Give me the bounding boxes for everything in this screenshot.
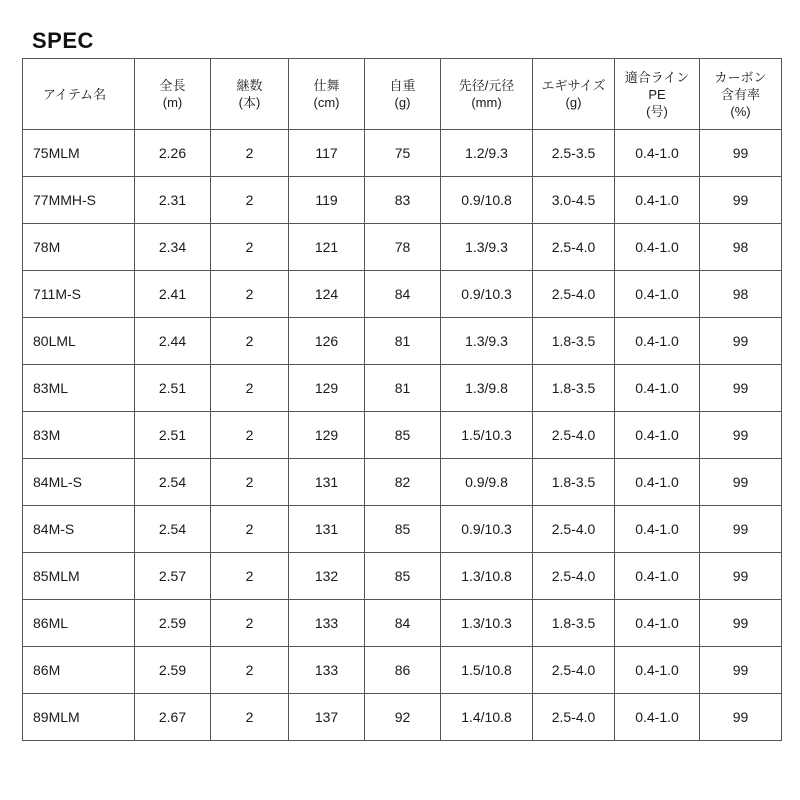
header-line: (本): [238, 95, 261, 110]
cell-closed-length: 124: [289, 271, 365, 318]
cell-pieces: 2: [211, 459, 289, 506]
cell-egi-size: 2.5-4.0: [533, 506, 615, 553]
cell-tip-butt-diameter: 1.3/9.8: [441, 365, 533, 412]
cell-carbon-content: 99: [700, 694, 782, 741]
cell-line-pe: 0.4-1.0: [615, 647, 700, 694]
cell-line-pe: 0.4-1.0: [615, 506, 700, 553]
table-row: [23, 412, 782, 459]
spec-table: [22, 58, 782, 741]
cell-carbon-content: 98: [700, 271, 782, 318]
header-weight: [365, 59, 441, 130]
cell-carbon-content: 99: [700, 318, 782, 365]
cell-item-name: 80LML: [23, 318, 135, 365]
cell-closed-length: 133: [289, 647, 365, 694]
header-line: 自重: [389, 78, 416, 93]
header-length: [135, 59, 211, 130]
cell-weight: 86: [365, 647, 441, 694]
cell-weight: 75: [365, 130, 441, 177]
table-row: [23, 318, 782, 365]
cell-pieces: 2: [211, 553, 289, 600]
table-row: [23, 600, 782, 647]
cell-pieces: 2: [211, 647, 289, 694]
cell-tip-butt-diameter: 1.3/9.3: [441, 318, 533, 365]
cell-carbon-content: 99: [700, 506, 782, 553]
table-row: [23, 553, 782, 600]
cell-carbon-content: 99: [700, 365, 782, 412]
cell-carbon-content: 98: [700, 224, 782, 271]
header-tip-butt-diameter: [441, 59, 533, 130]
header-closed-length: [289, 59, 365, 130]
cell-weight: 81: [365, 365, 441, 412]
cell-length: 2.26: [135, 130, 211, 177]
cell-item-name: 83M: [23, 412, 135, 459]
cell-pieces: 2: [211, 412, 289, 459]
cell-weight: 81: [365, 318, 441, 365]
cell-length: 2.44: [135, 318, 211, 365]
cell-pieces: 2: [211, 224, 289, 271]
header-egi-size: [533, 59, 615, 130]
cell-closed-length: 126: [289, 318, 365, 365]
header-line: 適合ライン: [624, 69, 690, 85]
cell-length: 2.51: [135, 412, 211, 459]
cell-tip-butt-diameter: 0.9/10.3: [441, 271, 533, 318]
header-carbon-content: [700, 59, 782, 130]
cell-egi-size: 3.0-4.5: [533, 177, 615, 224]
cell-pieces: 2: [211, 177, 289, 224]
cell-tip-butt-diameter: 1.3/10.3: [441, 600, 533, 647]
cell-carbon-content: 99: [700, 459, 782, 506]
header-line: 仕舞: [313, 78, 340, 93]
cell-length: 2.41: [135, 271, 211, 318]
cell-closed-length: 132: [289, 553, 365, 600]
cell-egi-size: 2.5-3.5: [533, 130, 615, 177]
header-line: (g): [394, 95, 411, 110]
cell-egi-size: 1.8-3.5: [533, 365, 615, 412]
table-row: [23, 694, 782, 741]
header-line: アイテム名: [43, 86, 107, 102]
cell-line-pe: 0.4-1.0: [615, 553, 700, 600]
cell-tip-butt-diameter: 1.4/10.8: [441, 694, 533, 741]
cell-carbon-content: 99: [700, 647, 782, 694]
cell-egi-size: 1.8-3.5: [533, 318, 615, 365]
cell-line-pe: 0.4-1.0: [615, 459, 700, 506]
cell-weight: 84: [365, 600, 441, 647]
cell-carbon-content: 99: [700, 553, 782, 600]
cell-egi-size: 2.5-4.0: [533, 412, 615, 459]
cell-tip-butt-diameter: 1.2/9.3: [441, 130, 533, 177]
cell-carbon-content: 99: [700, 130, 782, 177]
cell-tip-butt-diameter: 1.3/10.8: [441, 553, 533, 600]
cell-tip-butt-diameter: 1.3/9.3: [441, 224, 533, 271]
table-row: [23, 224, 782, 271]
header-pieces: [211, 59, 289, 130]
cell-weight: 84: [365, 271, 441, 318]
cell-pieces: 2: [211, 271, 289, 318]
cell-closed-length: 131: [289, 459, 365, 506]
header-line: 継数: [236, 78, 263, 93]
cell-line-pe: 0.4-1.0: [615, 224, 700, 271]
cell-carbon-content: 99: [700, 600, 782, 647]
cell-weight: 82: [365, 459, 441, 506]
cell-item-name: 77MMH-S: [23, 177, 135, 224]
cell-item-name: 89MLM: [23, 694, 135, 741]
header-line: エギサイズ: [541, 78, 606, 93]
cell-line-pe: 0.4-1.0: [615, 412, 700, 459]
cell-egi-size: 2.5-4.0: [533, 647, 615, 694]
cell-line-pe: 0.4-1.0: [615, 271, 700, 318]
cell-weight: 85: [365, 553, 441, 600]
header-item-name: [23, 59, 135, 130]
cell-line-pe: 0.4-1.0: [615, 177, 700, 224]
header-line-pe: [615, 59, 700, 130]
cell-item-name: 83ML: [23, 365, 135, 412]
cell-tip-butt-diameter: 0.9/10.3: [441, 506, 533, 553]
cell-weight: 78: [365, 224, 441, 271]
cell-item-name: 85MLM: [23, 553, 135, 600]
table-row: [23, 130, 782, 177]
header-line: (号): [646, 103, 668, 119]
cell-tip-butt-diameter: 0.9/10.8: [441, 177, 533, 224]
header-line: PE: [648, 86, 666, 102]
cell-egi-size: 2.5-4.0: [533, 553, 615, 600]
cell-tip-butt-diameter: 0.9/9.8: [441, 459, 533, 506]
page-title: SPEC: [32, 28, 94, 53]
header-line: (%): [730, 103, 751, 119]
cell-line-pe: 0.4-1.0: [615, 130, 700, 177]
cell-closed-length: 129: [289, 412, 365, 459]
cell-item-name: 78M: [23, 224, 135, 271]
cell-line-pe: 0.4-1.0: [615, 318, 700, 365]
cell-pieces: 2: [211, 365, 289, 412]
cell-weight: 83: [365, 177, 441, 224]
cell-closed-length: 131: [289, 506, 365, 553]
table-row: [23, 647, 782, 694]
header-line: (g): [565, 95, 582, 110]
cell-length: 2.54: [135, 459, 211, 506]
table-row: [23, 459, 782, 506]
cell-item-name: 86M: [23, 647, 135, 694]
table-row: [23, 365, 782, 412]
cell-egi-size: 1.8-3.5: [533, 600, 615, 647]
cell-line-pe: 0.4-1.0: [615, 694, 700, 741]
cell-length: 2.59: [135, 600, 211, 647]
header-line: (mm): [471, 95, 502, 110]
header-line: 含有率: [720, 86, 760, 102]
table-body: [23, 130, 782, 741]
cell-length: 2.51: [135, 365, 211, 412]
cell-line-pe: 0.4-1.0: [615, 365, 700, 412]
cell-egi-size: 1.8-3.5: [533, 459, 615, 506]
cell-carbon-content: 99: [700, 177, 782, 224]
cell-item-name: 75MLM: [23, 130, 135, 177]
cell-length: 2.57: [135, 553, 211, 600]
header-line: 先径/元径: [458, 78, 515, 93]
cell-closed-length: 137: [289, 694, 365, 741]
table-row: [23, 271, 782, 318]
cell-pieces: 2: [211, 600, 289, 647]
cell-item-name: 84ML-S: [23, 459, 135, 506]
cell-closed-length: 133: [289, 600, 365, 647]
cell-egi-size: 2.5-4.0: [533, 271, 615, 318]
cell-egi-size: 2.5-4.0: [533, 224, 615, 271]
cell-item-name: 84M-S: [23, 506, 135, 553]
table-row: [23, 506, 782, 553]
cell-length: 2.54: [135, 506, 211, 553]
cell-tip-butt-diameter: 1.5/10.8: [441, 647, 533, 694]
table-row: [23, 177, 782, 224]
cell-closed-length: 117: [289, 130, 365, 177]
cell-carbon-content: 99: [700, 412, 782, 459]
header-line: (cm): [313, 95, 340, 110]
cell-line-pe: 0.4-1.0: [615, 600, 700, 647]
cell-pieces: 2: [211, 506, 289, 553]
cell-weight: 92: [365, 694, 441, 741]
cell-weight: 85: [365, 412, 441, 459]
header-line: 全長: [159, 78, 186, 93]
cell-pieces: 2: [211, 318, 289, 365]
cell-length: 2.67: [135, 694, 211, 741]
cell-egi-size: 2.5-4.0: [533, 694, 615, 741]
cell-closed-length: 119: [289, 177, 365, 224]
cell-weight: 85: [365, 506, 441, 553]
cell-closed-length: 121: [289, 224, 365, 271]
cell-pieces: 2: [211, 694, 289, 741]
cell-item-name: 711M-S: [23, 271, 135, 318]
header-line: カーボン: [714, 69, 767, 85]
cell-item-name: 86ML: [23, 600, 135, 647]
header-line: (m): [162, 95, 183, 110]
cell-closed-length: 129: [289, 365, 365, 412]
cell-length: 2.34: [135, 224, 211, 271]
table-header-row: [23, 59, 782, 130]
cell-length: 2.31: [135, 177, 211, 224]
cell-length: 2.59: [135, 647, 211, 694]
cell-tip-butt-diameter: 1.5/10.3: [441, 412, 533, 459]
cell-pieces: 2: [211, 130, 289, 177]
